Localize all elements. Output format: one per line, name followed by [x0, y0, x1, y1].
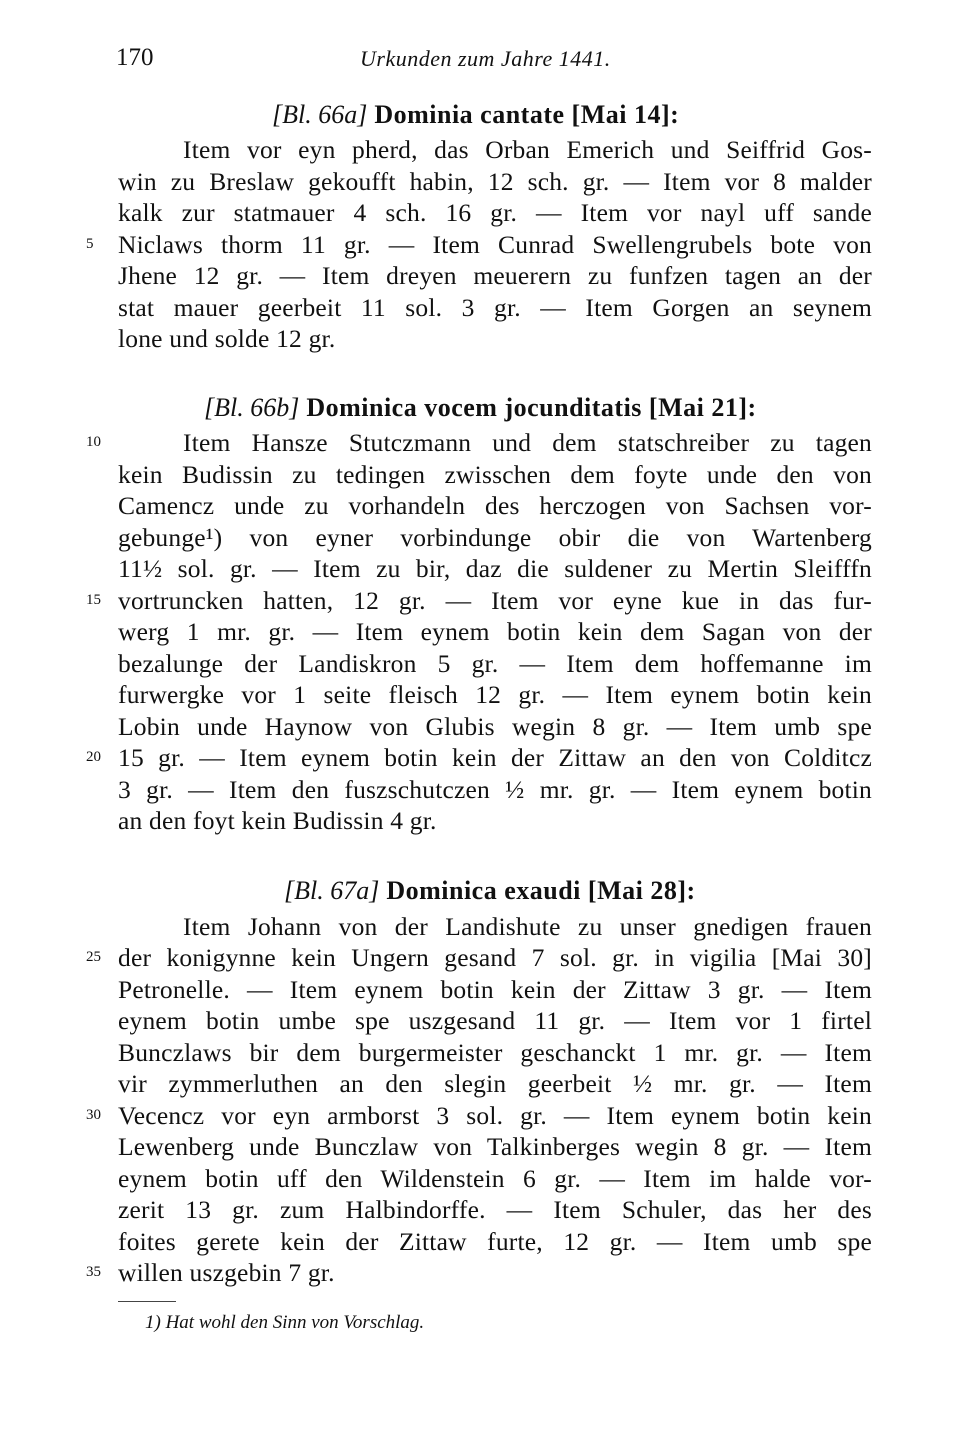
margin-line-number: 10 [86, 434, 101, 450]
text-line: Jhene 12 gr. — Item dreyen meuerern zu funfzen tagen an der [118, 261, 872, 290]
text-line: 15 gr. — Item eynem botin kein der Zittaw an den von Colditcz [118, 743, 872, 772]
footnote-marker: 1) [145, 1312, 161, 1333]
text-line: Bunczlaws bir dem burgermeister geschanckt 1 mr. gr. — Item [118, 1038, 872, 1067]
section-title: Dominia cantate [Mai 14]: [367, 100, 680, 129]
margin-line-number: 25 [86, 949, 101, 965]
margin-line-number: 30 [86, 1107, 101, 1123]
text-line: werg 1 mr. gr. — Item eynem botin kein dem Sagan von der [118, 617, 872, 646]
margin-line-number: 20 [86, 749, 101, 765]
text-line: an den foyt kein Budissin 4 gr. [118, 806, 437, 835]
text-line: bezalunge der Landiskron 5 gr. — Item dem hoffemanne im [118, 649, 872, 678]
text-line: Item vor eyn pherd, das Orban Emerich und Seiffrid Gos- [183, 135, 872, 164]
section-heading [272, 100, 679, 134]
text-line: Item Hansze Stutczmann und dem statschreiber zu tagen [183, 428, 872, 457]
folio-ref: [Bl. 66b] [204, 393, 300, 422]
page-number: 170 [116, 44, 154, 71]
margin-line-number: 5 [86, 236, 94, 252]
section-title: Dominica exaudi [Mai 28]: [379, 876, 696, 905]
text-line: vir zymmerluthen an den slegin geerbeit ½ mr. gr. — Item [118, 1069, 872, 1098]
text-line: 11½ sol. gr. — Item zu bir, daz die suldener zu Mertin Sleifffn [118, 554, 872, 583]
text-line: stat mauer geerbeit 11 sol. 3 gr. — Item Gorgen an seynem [118, 293, 872, 322]
text-line: win zu Breslaw gekoufft habin, 12 sch. gr. — Item vor 8 malder [118, 167, 872, 196]
section-title: Dominica vocem jocunditatis [Mai 21]: [299, 393, 757, 422]
footnote [145, 1312, 424, 1334]
text-line: zerit 13 gr. zum Halbindorffe. — Item Schuler, das her des [118, 1195, 872, 1224]
text-line: Niclaws thorm 11 gr. — Item Cunrad Swellengrubels bote von [118, 230, 872, 259]
text-line: Vecencz vor eyn armborst 3 sol. gr. — Item eynem botin kein [118, 1101, 872, 1130]
text-line: vortruncken hatten, 12 gr. — Item vor eyne kue in das fur- [118, 586, 872, 615]
text-line: der konigynne kein Ungern gesand 7 sol. gr. in vigilia [Mai 30] [118, 943, 872, 972]
text-line: foites gerete kein der Zittaw furte, 12 gr. — Item umb spe [118, 1227, 872, 1256]
text-line: furwergke vor 1 seite fleisch 12 gr. — Item eynem botin kein [118, 680, 872, 709]
margin-line-number: 35 [86, 1264, 101, 1280]
footnote-text: Hat wohl den Sinn von Vorschlag. [165, 1312, 425, 1333]
text-line: kalk zur statmauer 4 sch. 16 gr. — Item vor nayl uff sande [118, 198, 872, 227]
folio-ref: [Bl. 67a] [284, 876, 380, 905]
text-line: eynem botin umbe spe uszgesand 11 gr. — Item vor 1 firtel [118, 1006, 872, 1035]
text-line: Petronelle. — Item eynem botin kein der Zittaw 3 gr. — Item [118, 975, 872, 1004]
text-line: Lewenberg unde Bunczlaw von Talkinberges wegin 8 gr. — Item [118, 1132, 872, 1161]
text-line: Camencz unde zu vorhandeln des herczogen von Sachsen vor- [118, 491, 872, 520]
text-line: Lobin unde Haynow von Glubis wegin 8 gr. — Item umb spe [118, 712, 872, 741]
folio-ref: [Bl. 66a] [272, 100, 368, 129]
text-line: eynem botin uff den Wildenstein 6 gr. — Item im halde vor- [118, 1164, 872, 1193]
text-line: kein Budissin zu tedingen zwisschen dem foyte unde den von [118, 460, 872, 489]
text-line: 3 gr. — Item den fuszschutczen ½ mr. gr. — Item eynem botin [118, 775, 872, 804]
section-heading [204, 393, 757, 427]
running-title: Urkunden zum Jahre 1441. [360, 46, 611, 71]
margin-line-number: 15 [86, 592, 101, 608]
text-line: willen uszgebin 7 gr. [118, 1258, 335, 1287]
page-header [0, 44, 960, 78]
section-heading [284, 876, 696, 910]
text-line: gebunge¹) von eyner vorbindunge obir die von Wartenberg [118, 523, 872, 552]
text-line: lone und solde 12 gr. [118, 324, 336, 353]
footnote-separator [118, 1301, 176, 1302]
text-line: Item Johann von der Landishute zu unser gnedigen frauen [183, 912, 872, 941]
